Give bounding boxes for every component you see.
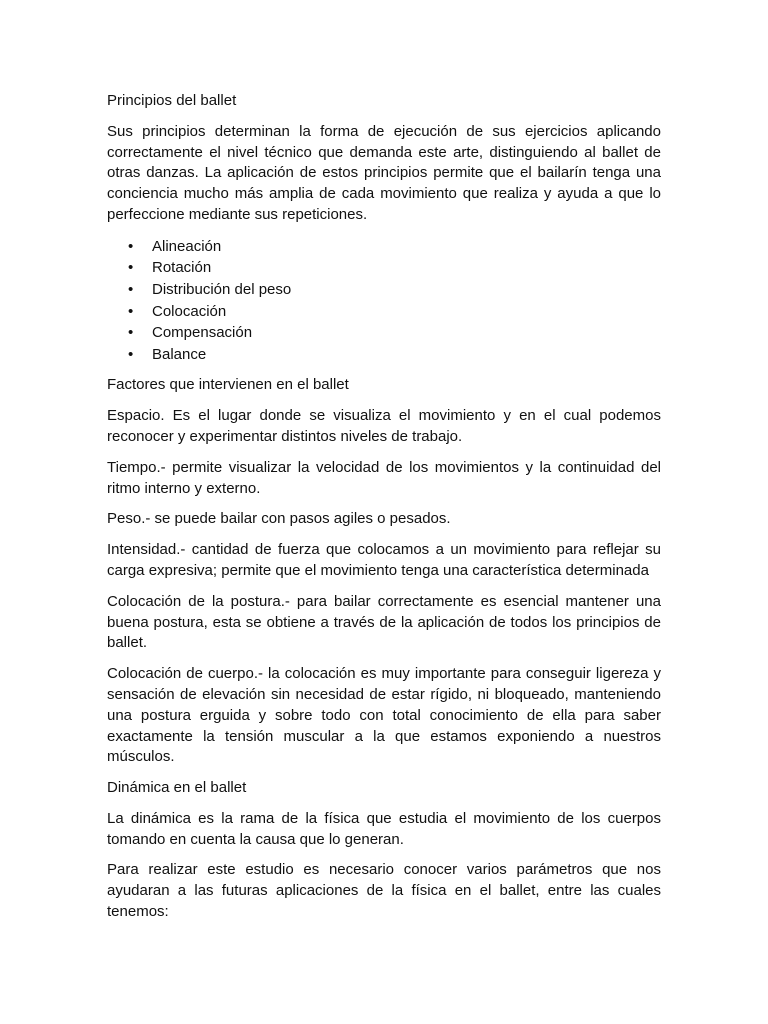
bullet-icon: • <box>128 280 134 298</box>
bullet-icon: • <box>128 324 134 342</box>
section-heading-dinamica: Dinámica en el ballet <box>107 779 247 797</box>
paragraph-colocacion-cuerpo: Colocación de cuerpo.- la colocación es muy importante para conseguir ligereza y sensación de elevación sin necesidad de estar rígido, ni bloqueado, manteniendo una postura erguida y sobre todo con total conocimiento de ella para saber exactamente la tensión muscular a la que estamos exponiendo a nuestros músculos. <box>107 665 661 766</box>
bullet-icon: • <box>128 259 134 277</box>
bullet-icon: • <box>128 302 134 320</box>
bullet-icon: • <box>128 345 134 363</box>
principles-bullet-list <box>107 236 661 366</box>
list-item-label: Rotación <box>152 259 212 277</box>
paragraph-dinamica-definicion: La dinámica es la rama de la física que estudia el movimiento de los cuerpos tomando en cuenta la causa que lo generan. <box>107 809 661 848</box>
paragraph-espacio: Espacio. Es el lugar donde se visualiza el movimiento y en el cual podemos reconocer y experimentar distintos niveles de trabajo. <box>107 407 661 445</box>
section-heading-principios: Principios del ballet <box>107 92 237 109</box>
list-item-label: Balance <box>152 345 207 363</box>
list-item-label: Distribución del peso <box>152 280 292 298</box>
paragraph-principios-intro: Sus principios determinan la forma de ejecución de sus ejercicios aplicando correctamente el nivel técnico que demanda este arte, distinguiendo al ballet de otras danzas. La aplicación de estos principios permite que el bailarín tenga una conciencia mucho más amplia de cada movimiento que realiza y ayuda a que lo perfeccione mediante sus repeticiones. <box>107 122 661 223</box>
section-heading-factores: Factores que intervienen en el ballet <box>107 376 349 394</box>
list-item <box>107 236 661 258</box>
paragraph-tiempo: Tiempo.- permite visualizar la velocidad de los movimientos y la continuidad del ritmo interno y externo. <box>107 458 661 497</box>
paragraph-dinamica-parametros: Para realizar este estudio es necesario conocer varios parámetros que nos ayudaran a las futuras aplicaciones de la física en el ballet, entre las cuales tenemos: <box>107 861 661 921</box>
bullet-icon: • <box>128 237 134 255</box>
list-item <box>107 301 661 323</box>
list-item <box>107 322 661 344</box>
list-item-label: Compensación <box>152 324 253 342</box>
paragraph-peso: Peso.- se puede bailar con pasos agiles o pesados. <box>107 510 451 528</box>
document-page <box>107 91 661 933</box>
list-item-label: Colocación <box>152 302 227 320</box>
paragraph-colocacion-postura: Colocación de la postura.- para bailar correctamente es esencial mantener una buena postura, esta se obtiene a través de la aplicación de todos los principios de ballet. <box>107 592 661 652</box>
paragraph-intensidad: Intensidad.- cantidad de fuerza que colocamos a un movimiento para reflejar su carga expresiva; permite que el movimiento tenga una característica determinada <box>107 541 661 579</box>
list-item <box>107 344 661 366</box>
list-item-label: Alineación <box>152 237 222 255</box>
list-item <box>107 257 661 279</box>
list-item <box>107 279 661 301</box>
